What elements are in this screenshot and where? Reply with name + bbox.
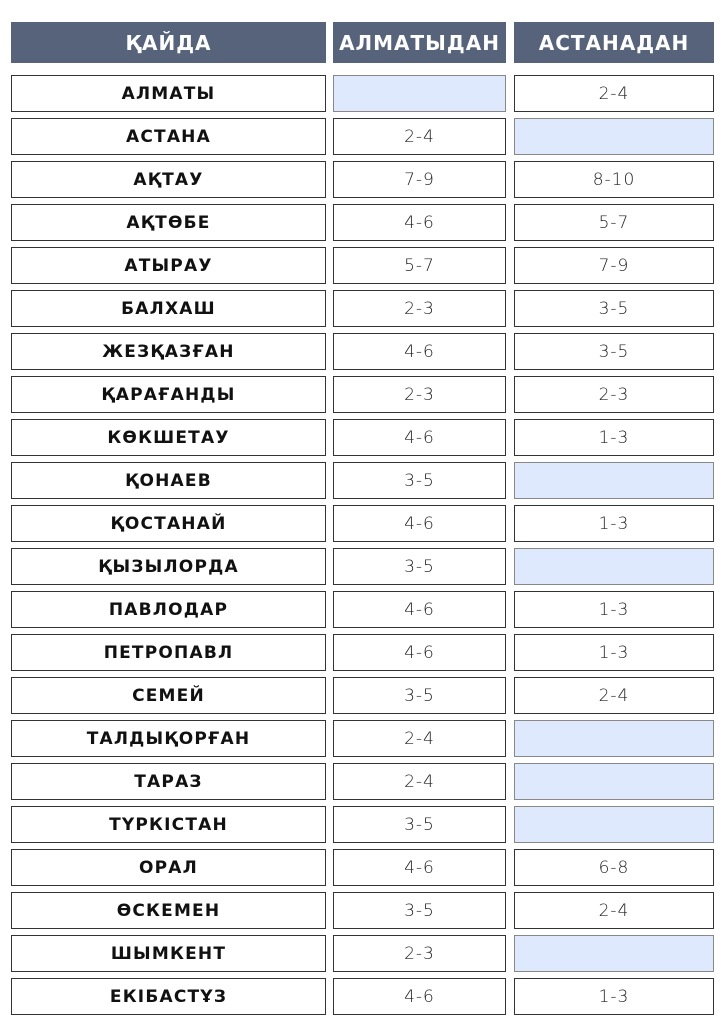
table-row (11, 505, 714, 542)
from-astana-cell: 1-3 (514, 978, 714, 1015)
from-astana-cell: 1-3 (514, 634, 714, 671)
from-almaty-cell: 3-5 (333, 548, 506, 585)
city-cell: ЕКІБАСТҰЗ (11, 978, 326, 1015)
table-row (11, 978, 714, 1015)
city-cell: ШЫМКЕНТ (11, 935, 326, 972)
header-from-almaty: АЛМАТЫДАН (333, 22, 506, 63)
table-row (11, 75, 714, 112)
city-cell: ҚАРАҒАНДЫ (11, 376, 326, 413)
from-almaty-cell: 4-6 (333, 591, 506, 628)
table-row (11, 634, 714, 671)
from-almaty-cell: 4-6 (333, 634, 506, 671)
city-cell: ҚЫЗЫЛОРДА (11, 548, 326, 585)
table-row (11, 849, 714, 886)
city-cell: ӨСКЕМЕН (11, 892, 326, 929)
delivery-time-table (11, 22, 714, 1021)
table-row (11, 548, 714, 585)
from-astana-cell: 6-8 (514, 849, 714, 886)
from-almaty-cell: 4-6 (333, 505, 506, 542)
from-astana-cell (514, 462, 714, 499)
from-almaty-cell: 4-6 (333, 849, 506, 886)
from-almaty-cell (333, 75, 506, 112)
table-row (11, 892, 714, 929)
city-cell: ТҮРКІСТАН (11, 806, 326, 843)
from-astana-cell (514, 548, 714, 585)
city-cell: ПЕТРОПАВЛ (11, 634, 326, 671)
city-cell: АЛМАТЫ (11, 75, 326, 112)
table-row (11, 118, 714, 155)
from-almaty-cell: 3-5 (333, 806, 506, 843)
from-almaty-cell: 2-4 (333, 763, 506, 800)
from-astana-cell: 2-4 (514, 677, 714, 714)
from-almaty-cell: 3-5 (333, 462, 506, 499)
city-cell: КӨКШЕТАУ (11, 419, 326, 456)
from-astana-cell (514, 763, 714, 800)
city-cell: АТЫРАУ (11, 247, 326, 284)
from-astana-cell: 3-5 (514, 333, 714, 370)
from-almaty-cell: 3-5 (333, 892, 506, 929)
from-almaty-cell: 4-6 (333, 333, 506, 370)
from-astana-cell (514, 720, 714, 757)
from-astana-cell: 7-9 (514, 247, 714, 284)
from-astana-cell: 1-3 (514, 419, 714, 456)
table-row (11, 677, 714, 714)
table-row (11, 333, 714, 370)
table-row (11, 763, 714, 800)
from-almaty-cell: 2-4 (333, 118, 506, 155)
from-almaty-cell: 5-7 (333, 247, 506, 284)
from-almaty-cell: 2-3 (333, 290, 506, 327)
from-astana-cell: 1-3 (514, 505, 714, 542)
from-astana-cell: 2-4 (514, 75, 714, 112)
from-almaty-cell: 7-9 (333, 161, 506, 198)
from-astana-cell: 1-3 (514, 591, 714, 628)
city-cell: ТАЛДЫҚОРҒАН (11, 720, 326, 757)
from-astana-cell: 2-3 (514, 376, 714, 413)
city-cell: ТАРАЗ (11, 763, 326, 800)
from-almaty-cell: 2-3 (333, 376, 506, 413)
table-row (11, 720, 714, 757)
city-cell: АҚТӨБЕ (11, 204, 326, 241)
city-cell: БАЛХАШ (11, 290, 326, 327)
table-row (11, 935, 714, 972)
from-almaty-cell: 2-3 (333, 935, 506, 972)
city-cell: ОРАЛ (11, 849, 326, 886)
from-almaty-cell: 4-6 (333, 419, 506, 456)
table-row (11, 591, 714, 628)
table-row (11, 462, 714, 499)
table-row (11, 376, 714, 413)
from-astana-cell: 5-7 (514, 204, 714, 241)
from-astana-cell (514, 806, 714, 843)
from-almaty-cell: 4-6 (333, 978, 506, 1015)
header-destination: ҚАЙДА (11, 22, 326, 63)
table-row (11, 419, 714, 456)
city-cell: СЕМЕЙ (11, 677, 326, 714)
table-row (11, 290, 714, 327)
table-header (11, 22, 714, 63)
from-almaty-cell: 3-5 (333, 677, 506, 714)
from-astana-cell: 8-10 (514, 161, 714, 198)
city-cell: ПАВЛОДАР (11, 591, 326, 628)
table-body (11, 75, 714, 1015)
table-row (11, 806, 714, 843)
from-almaty-cell: 4-6 (333, 204, 506, 241)
from-astana-cell: 2-4 (514, 892, 714, 929)
header-from-astana: АСТАНАДАН (514, 22, 714, 63)
city-cell: АҚТАУ (11, 161, 326, 198)
city-cell: ҚОНАЕВ (11, 462, 326, 499)
city-cell: ЖЕЗҚАЗҒАН (11, 333, 326, 370)
from-astana-cell (514, 118, 714, 155)
from-astana-cell (514, 935, 714, 972)
table-row (11, 161, 714, 198)
city-cell: АСТАНА (11, 118, 326, 155)
city-cell: ҚОСТАНАЙ (11, 505, 326, 542)
table-row (11, 247, 714, 284)
from-astana-cell: 3-5 (514, 290, 714, 327)
from-almaty-cell: 2-4 (333, 720, 506, 757)
table-row (11, 204, 714, 241)
